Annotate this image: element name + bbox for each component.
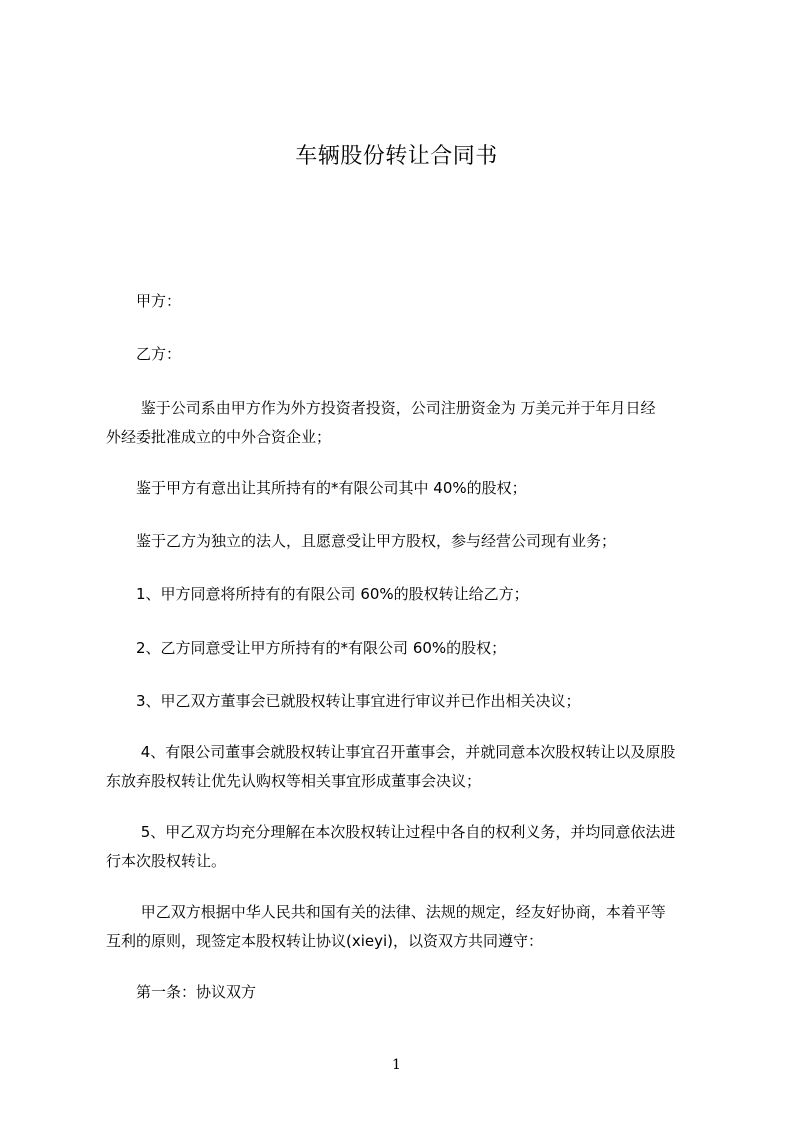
paragraph-item-3 bbox=[106, 687, 696, 716]
paragraph-recital-company bbox=[106, 394, 696, 452]
paragraph-item-4 bbox=[106, 738, 696, 796]
paragraph-line: 4、有限公司董事会就股权转让事宜召开董事会，并就同意本次股权转让以及原股 bbox=[106, 743, 676, 761]
paragraph-recital-party-a bbox=[106, 474, 696, 503]
paragraph-line: 3、甲乙双方董事会已就股权转让事宜进行审议并已作出相关决议； bbox=[106, 692, 581, 710]
paragraph-article-1 bbox=[106, 978, 696, 1007]
paragraph-line: 互利的原则，现签定本股权转让协议(xieyi)，以资双方共同遵守： bbox=[106, 932, 544, 950]
paragraph-line: 甲方： bbox=[106, 292, 182, 310]
paragraph-item-5 bbox=[106, 818, 696, 876]
paragraph-preamble bbox=[106, 898, 696, 956]
paragraph-line: 鉴于甲方有意出让其所持有的*有限公司其中 40%的股权； bbox=[106, 479, 527, 497]
paragraph-item-1 bbox=[106, 580, 696, 609]
paragraph-line: 外经委批准成立的中外合资企业； bbox=[106, 428, 332, 446]
paragraph-recital-party-b bbox=[106, 527, 696, 556]
paragraph-line: 行本次股权转让。 bbox=[106, 852, 227, 870]
paragraph-party-b bbox=[106, 340, 696, 369]
paragraph-line: 鉴于公司系由甲方作为外方投资者投资，公司注册资金为 万美元并于年月日经 bbox=[106, 399, 656, 417]
paragraph-item-2 bbox=[106, 634, 696, 663]
paragraph-line: 1、甲方同意将所持有的有限公司 60%的股权转让给乙方； bbox=[106, 585, 529, 603]
paragraph-line: 甲乙双方根据中华人民共和国有关的法律、法规的规定，经友好协商，本着平等 bbox=[106, 903, 666, 921]
paragraph-line: 乙方： bbox=[106, 345, 182, 363]
paragraph-line: 第一条：协议双方 bbox=[106, 983, 257, 1001]
paragraph-line: 鉴于乙方为独立的法人，且愿意受让甲方股权，参与经营公司现有业务； bbox=[106, 532, 617, 550]
page-number: 1 bbox=[392, 1057, 401, 1073]
paragraph-line: 东放弃股权转让优先认购权等相关事宜形成董事会决议； bbox=[106, 772, 482, 790]
document-title: 车辆股份转让合同书 bbox=[295, 144, 498, 169]
paragraph-line: 2、乙方同意受让甲方所持有的*有限公司 60%的股权； bbox=[106, 639, 507, 657]
paragraph-party-a bbox=[106, 287, 696, 316]
paragraph-line: 5、甲乙双方均充分理解在本次股权转让过程中各自的权利义务，并均同意依法进 bbox=[106, 823, 676, 841]
